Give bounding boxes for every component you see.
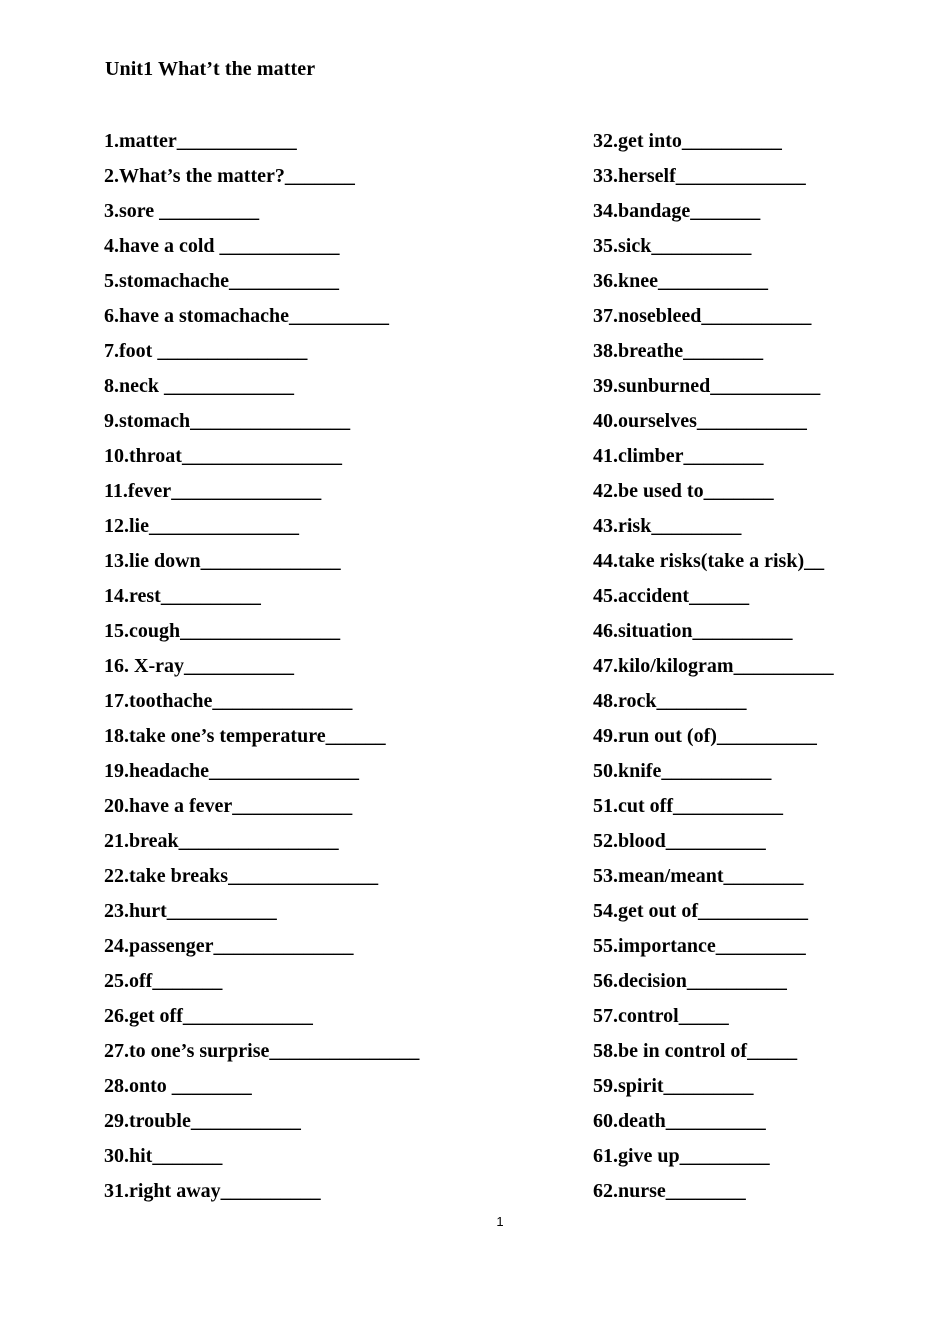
vocab-item: 25.off_______ [104,970,223,992]
vocab-item: 60.death__________ [593,1110,766,1132]
vocab-item: 41.climber________ [593,445,764,467]
vocab-item: 6.have a stomachache__________ [104,305,389,327]
vocab-item: 33.herself_____________ [593,165,806,187]
vocab-item: 34.bandage_______ [593,200,761,222]
vocab-item: 32.get into__________ [593,130,782,152]
vocab-item: 44.take risks(take a risk)__ [593,550,825,572]
vocab-item: 55.importance_________ [593,935,806,957]
vocab-item: 37.nosebleed___________ [593,305,812,327]
vocab-item: 16. X-ray___________ [104,655,294,677]
vocab-item: 2.What’s the matter?_______ [104,165,355,187]
vocab-item: 9.stomach________________ [104,410,351,432]
vocab-item: 57.control_____ [593,1005,729,1027]
vocab-item: 3.sore __________ [104,200,260,222]
vocab-item: 15.cough________________ [104,620,341,642]
vocab-item: 46.situation__________ [593,620,793,642]
vocab-item: 20.have a fever____________ [104,795,353,817]
vocab-item: 28.onto ________ [104,1075,252,1097]
vocab-item: 5.stomachache___________ [104,270,339,292]
vocab-item: 61.give up_________ [593,1145,770,1167]
vocab-item: 14.rest__________ [104,585,261,607]
vocab-item: 31.right away__________ [104,1180,321,1202]
vocab-item: 30.hit_______ [104,1145,223,1167]
vocab-item: 38.breathe________ [593,340,764,362]
vocab-item: 21.break________________ [104,830,339,852]
vocab-item: 11.fever_______________ [104,480,322,502]
vocab-item: 1.matter____________ [104,130,297,152]
vocab-list-left [104,124,419,1209]
vocab-item: 39.sunburned___________ [593,375,821,397]
vocab-item: 19.headache_______________ [104,760,359,782]
vocab-item: 49.run out (of)__________ [593,725,817,747]
vocab-item: 53.mean/meant________ [593,865,804,887]
vocab-item: 22.take breaks_______________ [104,865,379,887]
vocab-item: 42.be used to_______ [593,480,774,502]
vocab-item: 27.to one’s surprise_______________ [104,1040,420,1062]
vocab-item: 8.neck _____________ [104,375,294,397]
page-number: 1 [496,1214,504,1229]
vocab-item: 40.ourselves___________ [593,410,807,432]
vocab-item: 59.spirit_________ [593,1075,754,1097]
vocab-item: 35.sick__________ [593,235,752,257]
vocab-list-right [593,124,834,1209]
vocab-item: 56.decision__________ [593,970,787,992]
vocab-item: 36.knee___________ [593,270,768,292]
vocab-item: 48.rock_________ [593,690,747,712]
vocab-item: 10.throat________________ [104,445,342,467]
vocab-item: 47.kilo/kilogram__________ [593,655,834,677]
vocab-item: 45.accident______ [593,585,750,607]
vocab-item: 13.lie down______________ [104,550,341,572]
vocab-item: 7.foot _______________ [104,340,308,362]
vocab-item: 43.risk_________ [593,515,742,537]
vocab-item: 24.passenger______________ [104,935,354,957]
vocab-item: 23.hurt___________ [104,900,277,922]
vocab-item: 4.have a cold ____________ [104,235,340,257]
vocab-item: 18.take one’s temperature______ [104,725,386,747]
vocab-item: 58.be in control of_____ [593,1040,798,1062]
vocab-item: 26.get off_____________ [104,1005,313,1027]
vocab-item: 62.nurse________ [593,1180,746,1202]
vocab-item: 17.toothache______________ [104,690,353,712]
page-title: Unit1 What’t the matter [105,58,316,80]
vocab-item: 51.cut off___________ [593,795,783,817]
vocab-item: 12.lie_______________ [104,515,299,537]
vocab-item: 50.knife___________ [593,760,772,782]
vocab-item: 54.get out of___________ [593,900,808,922]
vocab-item: 29.trouble___________ [104,1110,301,1132]
vocab-item: 52.blood__________ [593,830,766,852]
